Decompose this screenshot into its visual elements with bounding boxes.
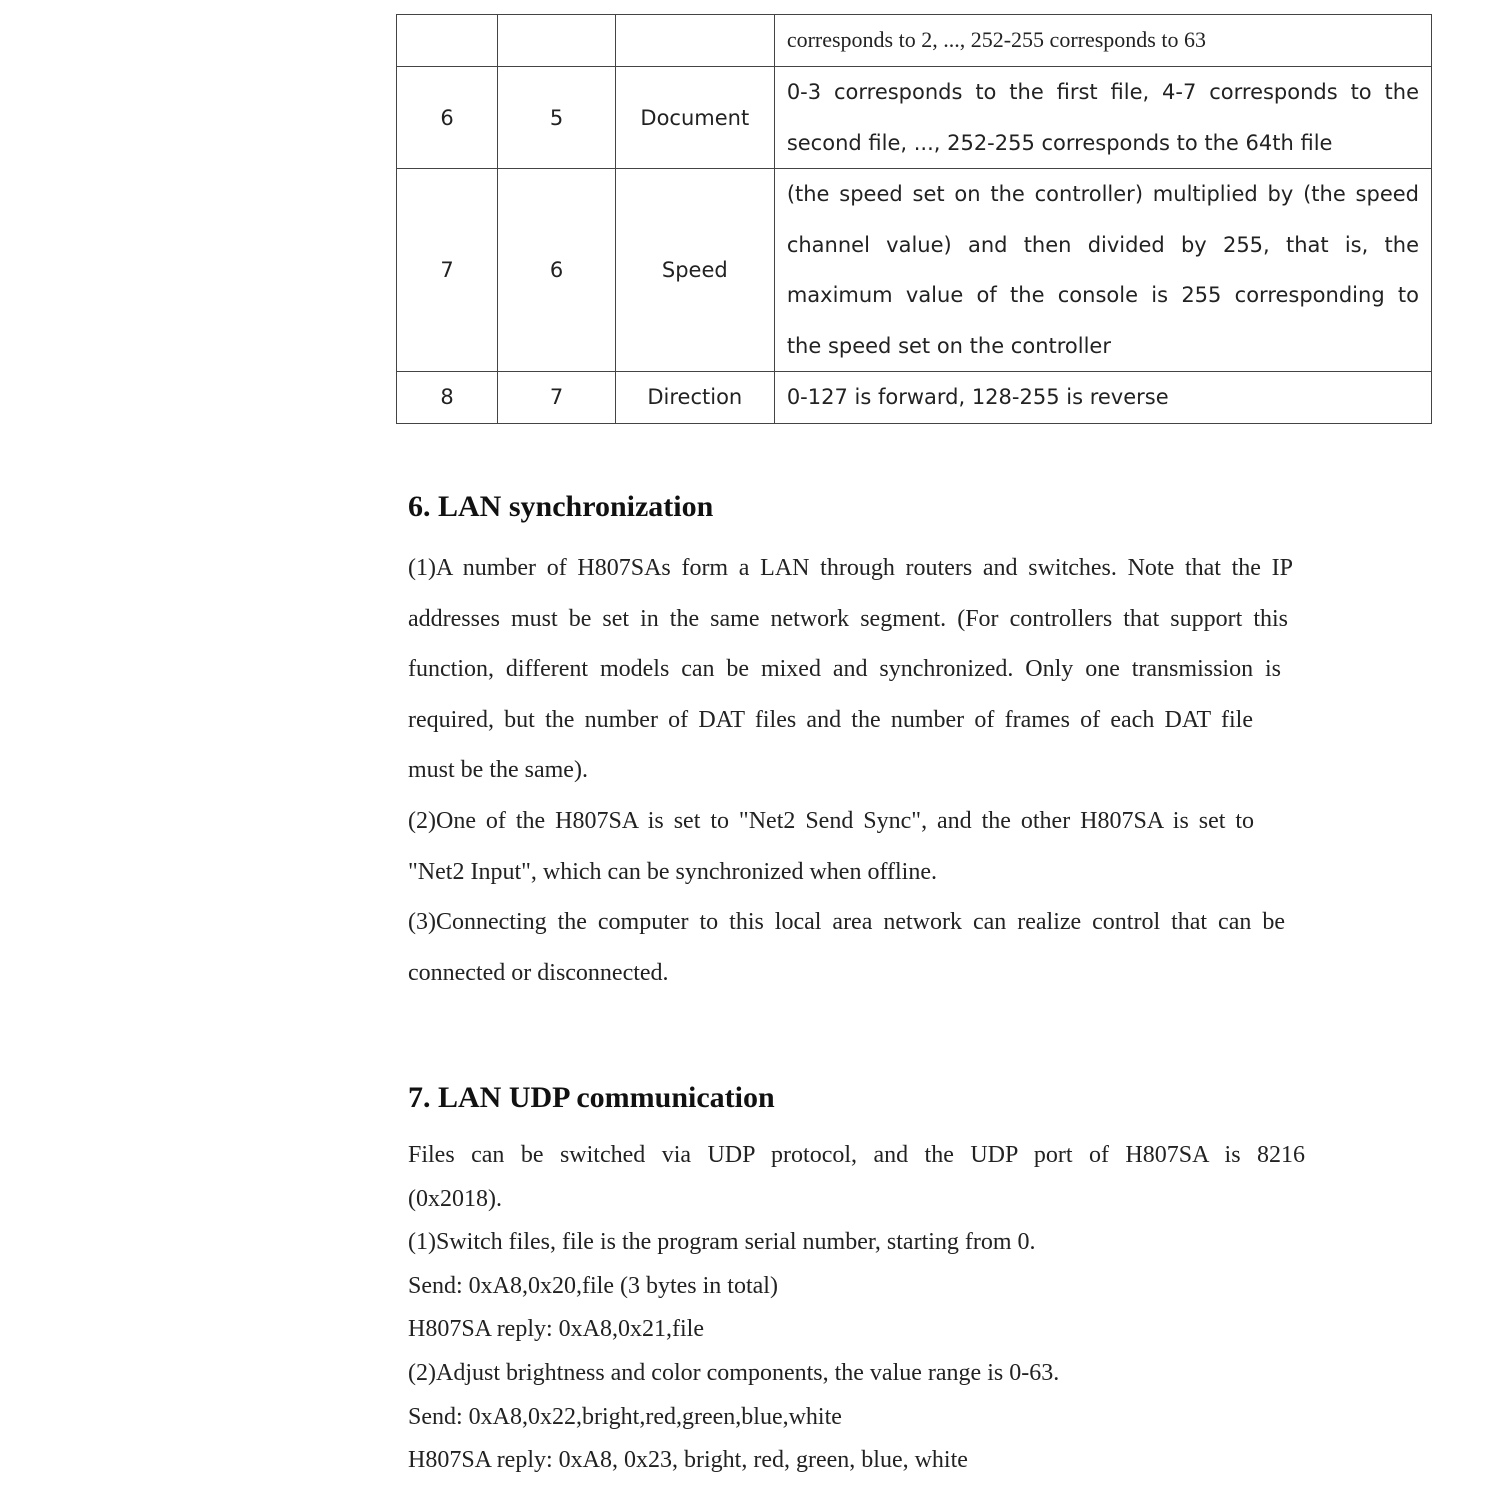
table-cell-index: 5 bbox=[498, 67, 616, 169]
table-row bbox=[397, 15, 1432, 67]
body-line: required, but the number of DAT files and the number of frames of each DAT file bbox=[408, 706, 1253, 733]
table-cell-function bbox=[615, 15, 774, 67]
table-cell-function: Direction bbox=[615, 372, 774, 424]
body-line: (1)Switch files, file is the program serial number, starting from 0. bbox=[408, 1229, 1036, 1256]
description-line: maximum value of the console is 255 corresponding to bbox=[786, 283, 1419, 307]
table-cell-function: Document bbox=[615, 67, 774, 169]
table-cell-description bbox=[774, 15, 1431, 67]
parameter-table bbox=[396, 14, 1432, 424]
body-line: (2)One of the H807SA is set to "Net2 Send Sync", and the other H807SA is set to bbox=[408, 807, 1254, 834]
body-line: (3)Connecting the computer to this local area network can realize control that can be bbox=[408, 909, 1285, 936]
body-line: H807SA reply: 0xA8, 0x23, bright, red, green, blue, white bbox=[408, 1447, 968, 1474]
description-line: 0-3 corresponds to the first file, 4-7 corresponds to the bbox=[786, 80, 1419, 104]
table-cell-channel: 6 bbox=[397, 67, 498, 169]
table-row bbox=[397, 169, 1432, 372]
body-line: function, different models can be mixed and synchronized. Only one transmission is bbox=[408, 656, 1281, 683]
description-line: channel value) and then divided by 255, that is, the bbox=[786, 232, 1419, 257]
description-line: the speed set on the controller bbox=[786, 333, 1111, 358]
body-line: connected or disconnected. bbox=[408, 959, 669, 986]
table-cell-channel: 8 bbox=[397, 372, 498, 424]
section-heading-lan-udp-communication: 7. LAN UDP communication bbox=[408, 1081, 775, 1114]
section-heading-lan-synchronization: 6. LAN synchronization bbox=[408, 490, 714, 523]
table-cell-channel bbox=[397, 15, 498, 67]
table-cell-index: 7 bbox=[498, 372, 616, 424]
table-cell-description bbox=[774, 372, 1431, 424]
body-line: (2)Adjust brightness and color components, the value range is 0-63. bbox=[408, 1359, 1060, 1386]
section-body bbox=[408, 1134, 1308, 1483]
table-cell-description bbox=[774, 67, 1431, 169]
body-line: H807SA reply: 0xA8,0x21,file bbox=[408, 1316, 704, 1343]
table-cell-index bbox=[498, 15, 616, 67]
description-line: corresponds to 2, ..., 252-255 corresponds to 63 bbox=[786, 27, 1206, 53]
table-cell-description bbox=[774, 169, 1431, 372]
table-cell-channel: 7 bbox=[397, 169, 498, 372]
body-line: (1)A number of H807SAs form a LAN through routers and switches. Note that the IP bbox=[408, 555, 1293, 581]
body-line: Send: 0xA8,0x22,bright,red,green,blue,white bbox=[408, 1403, 842, 1430]
table-row bbox=[397, 372, 1432, 424]
description-line: second file, ..., 252-255 corresponds to the 64th file bbox=[786, 130, 1333, 155]
body-line: addresses must be set in the same network segment. (For controllers that support this bbox=[408, 605, 1288, 632]
section-lan-synchronization bbox=[408, 543, 1308, 998]
description-line: (the speed set on the controller) multiplied by (the speed bbox=[786, 182, 1419, 206]
body-line: (0x2018). bbox=[408, 1185, 502, 1212]
body-line: Files can be switched via UDP protocol, and the UDP port of H807SA is 8216 bbox=[408, 1142, 1305, 1168]
table-row bbox=[397, 67, 1432, 169]
body-line: must be the same). bbox=[408, 757, 588, 784]
table-cell-function: Speed bbox=[615, 169, 774, 372]
body-line: Send: 0xA8,0x20,file (3 bytes in total) bbox=[408, 1272, 778, 1299]
table-cell-index: 6 bbox=[498, 169, 616, 372]
body-line: "Net2 Input", which can be synchronized when offline. bbox=[408, 858, 937, 885]
description-line: 0-127 is forward, 128-255 is reverse bbox=[786, 385, 1169, 409]
section-lan-udp-communication bbox=[408, 1134, 1308, 1483]
section-body bbox=[408, 543, 1308, 998]
